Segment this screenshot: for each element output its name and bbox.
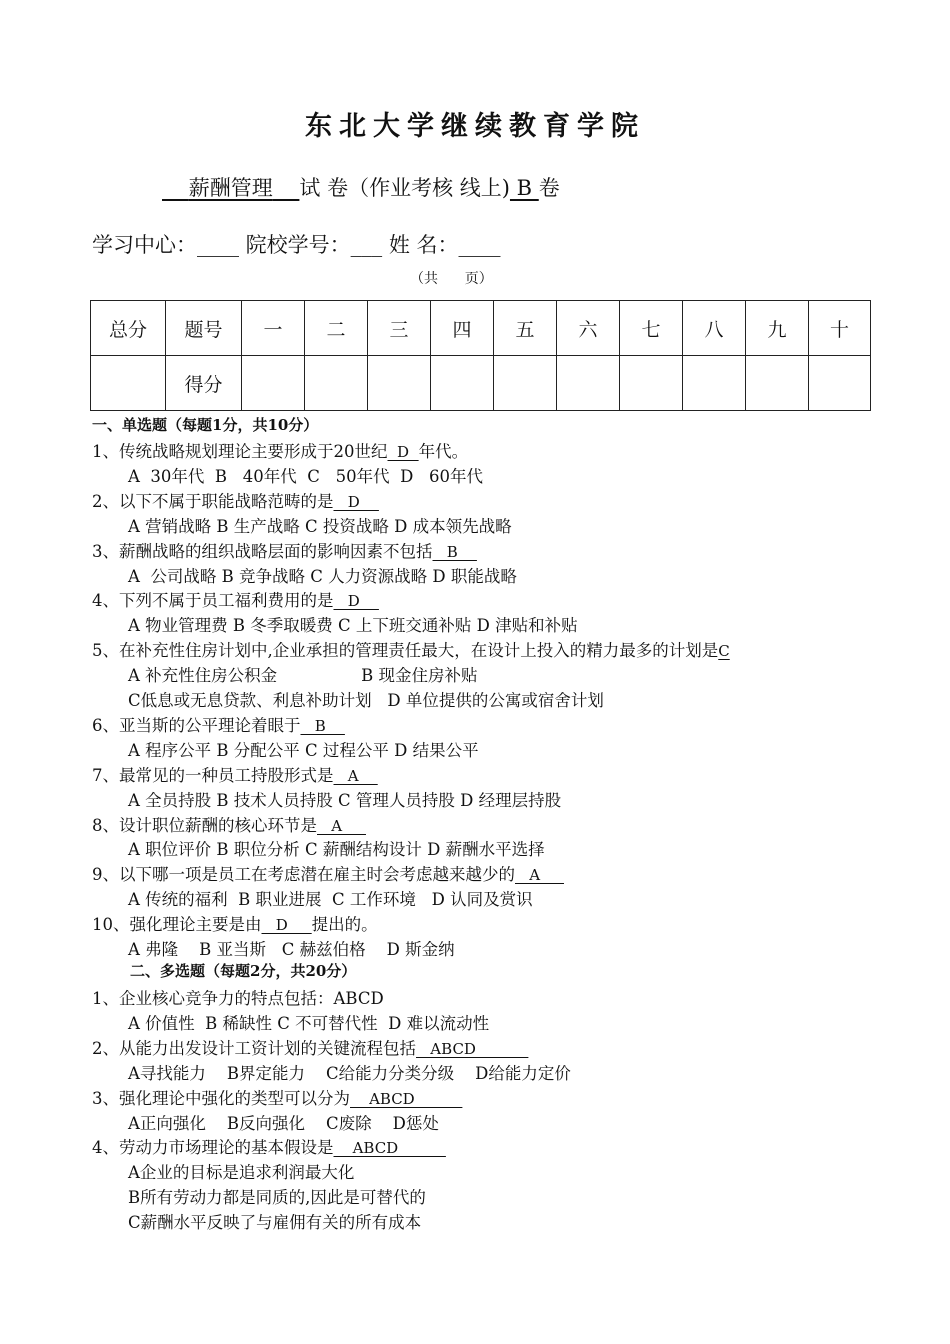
question-line	[92, 1035, 528, 1059]
page-count: （共 页）	[410, 271, 493, 287]
question-line	[92, 1085, 462, 1109]
option-line: A 30年代 B 40年代 C 50年代 D 60年代	[128, 466, 484, 486]
score-cell: 一	[242, 301, 305, 356]
question-line	[92, 637, 730, 661]
answer-blank: A	[333, 766, 378, 785]
score-cell: 六	[557, 301, 620, 356]
option-line: C低息或无息贷款、利息补助计划 D 单位提供的公寓或宿舍计划	[128, 691, 604, 710]
question-line	[92, 762, 378, 786]
paper-suffix: 卷	[538, 176, 560, 200]
answer-blank: A	[317, 816, 366, 835]
question-text: 5、在补充性住房计划中,企业承担的管理责任最大，在设计上投入的精力最多的计划是	[92, 641, 719, 661]
option-line: A 公司战略 B 竞争战略 C 人力资源战略 D 职能战略	[128, 566, 517, 586]
answer-blank: A	[515, 866, 564, 885]
score-cell	[746, 356, 809, 411]
question-text: 8、设计职位薪酬的核心环节是	[92, 815, 317, 835]
score-cell	[494, 356, 557, 411]
question-text: 4、下列不属于员工福利费用的是	[92, 591, 334, 611]
question-text: 3、强化理论中强化的类型可以分为	[92, 1088, 350, 1108]
option-line: A 物业管理费 B 冬季取暖费 C 上下班交通补贴 D 津贴和补贴	[128, 616, 578, 636]
score-cell: 九	[746, 301, 809, 356]
question-line	[92, 587, 379, 611]
score-cell	[620, 356, 683, 411]
score-cell	[683, 356, 746, 411]
question-text: 3、薪酬战略的组织战略层面的影响因素不包括	[92, 541, 433, 561]
answer-blank: D	[333, 492, 379, 511]
answer-blank: ABCD	[416, 1039, 529, 1058]
question-text: 10、强化理论主要是由	[92, 915, 262, 935]
score-cell	[368, 356, 431, 411]
question-line	[92, 438, 468, 462]
score-cell	[557, 356, 620, 411]
score-cell	[305, 356, 368, 411]
score-cell	[91, 356, 166, 411]
question-text: 2、以下不属于职能战略范畴的是	[92, 491, 334, 511]
question-line	[92, 538, 477, 562]
question-line	[92, 812, 366, 836]
score-table-header-row	[91, 301, 871, 356]
question-text: 1、企业核心竞争力的特点包括：ABCD	[92, 989, 384, 1008]
option-line: A 传统的福利 B 职业进展 C 工作环境 D 认同及赏识	[128, 890, 533, 910]
option-line: A企业的目标是追求利润最大化	[128, 1163, 355, 1183]
answer-blank: D	[261, 916, 312, 935]
answer-blank: C	[718, 642, 730, 661]
score-cell: 七	[620, 301, 683, 356]
score-cell: 三	[368, 301, 431, 356]
option-line: A 全员持股 B 技术人员持股 C 管理人员持股 D 经理层持股	[128, 790, 562, 810]
question-text: 1、传统战略规划理论主要形成于20世纪	[92, 442, 388, 461]
question-text: 6、亚当斯的公平理论着眼于	[92, 715, 301, 735]
answer-blank: B	[432, 542, 477, 561]
section-2-heading: 二、多选题（每题2分，共20分）	[130, 962, 357, 980]
option-line: A 程序公平 B 分配公平 C 过程公平 D 结果公平	[128, 740, 479, 760]
question-text: 4、劳动力市场理论的基本假设是	[92, 1138, 334, 1158]
option-line: A 营销战略 B 生产战略 C 投资战略 D 成本领先战略	[128, 516, 512, 536]
student-info-line: 学习中心：____ 院校学号：___ 姓 名：____	[92, 233, 501, 257]
option-line: A 补充性住房公积金 B 现金住房补贴	[128, 666, 478, 686]
score-cell	[242, 356, 305, 411]
score-cell	[809, 356, 871, 411]
score-cell: 得分	[166, 356, 242, 411]
question-tail: 年代。	[418, 442, 469, 461]
score-cell: 题号	[166, 301, 242, 356]
score-cell: 八	[683, 301, 746, 356]
score-cell: 总分	[91, 301, 166, 356]
question-text: 9、以下哪一项是员工在考虑潜在雇主时会考虑越来越少的	[92, 865, 515, 885]
score-cell: 十	[809, 301, 871, 356]
section-1-heading: 一、单选题（每题1分，共10分）	[92, 416, 319, 434]
course-name: 薪酬管理	[188, 176, 273, 200]
exam-type: 试 卷（作业考核 线上)	[299, 176, 510, 200]
question-text: 7、最常见的一种员工持股形式是	[92, 765, 334, 785]
option-line: A 价值性 B 稀缺性 C 不可替代性 D 难以流动性	[128, 1013, 490, 1033]
answer-blank: ABCD	[350, 1089, 463, 1108]
question-text: 2、从能力出发设计工资计划的关键流程包括	[92, 1038, 416, 1058]
option-line: A 弗隆 B 亚当斯 C 赫兹伯格 D 斯金纳	[128, 940, 455, 959]
school-title: 东北大学继续教育学院	[305, 111, 645, 142]
question-line	[92, 488, 379, 512]
answer-blank: D	[333, 592, 379, 611]
score-cell: 四	[431, 301, 494, 356]
paper-version: B	[509, 176, 539, 200]
score-table	[90, 300, 871, 411]
score-cell: 五	[494, 301, 557, 356]
question-line	[92, 985, 384, 1009]
exam-subtitle	[162, 172, 560, 202]
score-table-score-row	[91, 356, 871, 411]
question-tail: 提出的。	[311, 915, 378, 935]
score-cell	[431, 356, 494, 411]
score-cell: 二	[305, 301, 368, 356]
question-line	[92, 1134, 446, 1158]
answer-blank: D	[387, 443, 419, 461]
answer-blank: B	[300, 716, 345, 735]
question-line	[92, 911, 378, 935]
question-line	[92, 712, 345, 736]
question-line	[92, 861, 564, 885]
option-line: A正向强化 B反向强化 C废除 D惩处	[128, 1113, 439, 1133]
option-line: B所有劳动力都是同质的,因此是可替代的	[128, 1188, 426, 1208]
option-line: A寻找能力 B界定能力 C给能力分类分级 D给能力定价	[128, 1063, 571, 1083]
option-line: C薪酬水平反映了与雇佣有关的所有成本	[128, 1213, 422, 1233]
option-line: A 职位评价 B 职位分析 C 薪酬结构设计 D 薪酬水平选择	[128, 840, 545, 860]
answer-blank: ABCD	[333, 1139, 446, 1158]
